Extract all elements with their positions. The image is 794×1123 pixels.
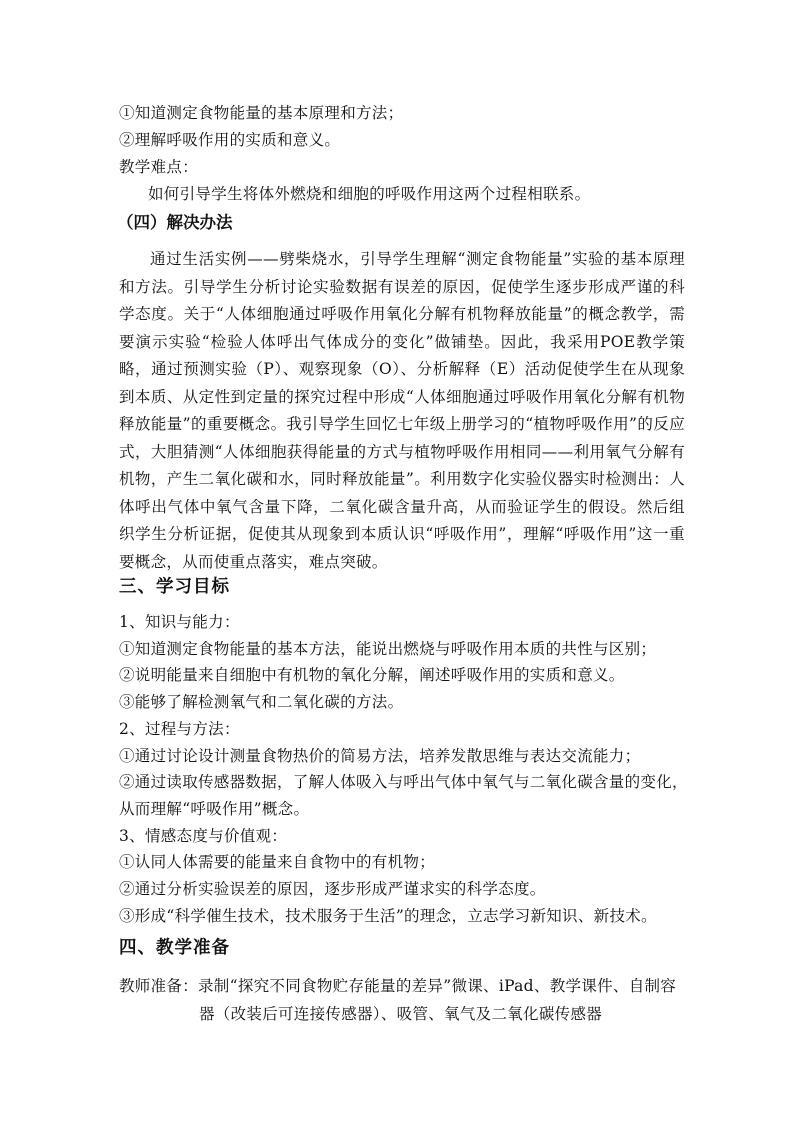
teaching-difficulty-text: 如何引导学生将体外燃烧和细胞的呼吸作用这两个过程相联系。 — [148, 185, 591, 203]
objective-section-2-title: 2、过程与方法： — [119, 720, 240, 738]
objective-1-3: ③能够了解检测氧气和二氧化碳的方法。 — [119, 693, 404, 711]
objective-2-1: ①通过讨论设计测量食物热价的简易方法，培养发散思维与表达交流能力； — [119, 747, 641, 765]
objective-1-1: ①知道测定食物能量的基本方法，能说出燃烧与呼吸作用本质的共性与区别； — [119, 640, 657, 658]
preparation-line-1: 教师准备：录制“探究不同食物贮存能量的差异”微课、iPad、教学课件、自制容 — [119, 977, 677, 995]
objective-3-1: ①认同人体需要的能量来自食物中的有机物； — [119, 853, 436, 871]
difficulty-item-2: ②理解呼吸作用的实质和意义。 — [119, 131, 341, 149]
objective-2-2b: 从而理解“呼吸作用”概念。 — [119, 800, 310, 818]
preparation-heading: 四、教学准备 — [119, 938, 230, 958]
teaching-difficulty-label: 教学难点： — [119, 158, 199, 176]
solution-heading: （四）解决办法 — [117, 213, 233, 232]
objective-section-1-title: 1、知识与能力： — [119, 613, 240, 631]
objectives-heading: 三、学习目标 — [119, 577, 230, 597]
difficulty-item-1: ①知道测定食物能量的基本原理和方法； — [119, 104, 404, 122]
preparation-text — [119, 972, 685, 1028]
objective-3-3: ③形成“科学催生技术，技术服务于生活”的理念，立志学习新知识、新技术。 — [119, 907, 657, 925]
solution-paragraph: 通过生活实例——劈柴烧水，引导学生理解“测定食物能量”实验的基本原理和方法。引导学生分析讨论实验数据有误差的原因，促使学生逐步形成严谨的科学态度。关于“人体细胞通过呼吸作用氧化分解有机物释放能量”的概念教学，需要演示实验“检验人体呼出气体成分的变化”做铺垫。因此，我采用POE教学策略，通过预测实验（P）、观察现象（O）、分析解释（E）活动促使学生在从现象到本质、从定性到定量的探究过程中形成“人体细胞通过呼吸作用氧化分解有机物释放能量”的重要概念。我引导学生回忆七年级上册学习的“植物呼吸作用”的反应式，大胆猜测“人体细胞获得能量的方式与植物呼吸作用相同——利用氧气分解有机物，产生二氧化碳和水，同时释放能量”。利用数字化实验仪器实时检测出：人体呼出气体中氧气含量下降，二氧化碳含量升高，从而验证学生的假设。然后组织学生分析证据，促使其从现象到本质认识“呼吸作用”，理解“呼吸作用”这一重要概念，从而使重点落实，难点突破。 — [119, 250, 685, 571]
objective-3-2: ②通过分析实验误差的原因，逐步形成严谨求实的科学态度。 — [119, 880, 546, 898]
objective-1-2: ②说明能量来自细胞中有机物的氧化分解，阐述呼吸作用的实质和意义。 — [119, 666, 625, 684]
preparation-line-2: 器（改装后可连接传感器）、吸管、氧气及二氧化碳传感器 — [199, 1005, 603, 1023]
objective-2-2a: ②通过读取传感器数据，了解人体吸入与呼出气体中氧气与二氧化碳含量的变化， — [119, 773, 688, 791]
objective-section-3-title: 3、情感态度与价值观： — [119, 827, 288, 845]
